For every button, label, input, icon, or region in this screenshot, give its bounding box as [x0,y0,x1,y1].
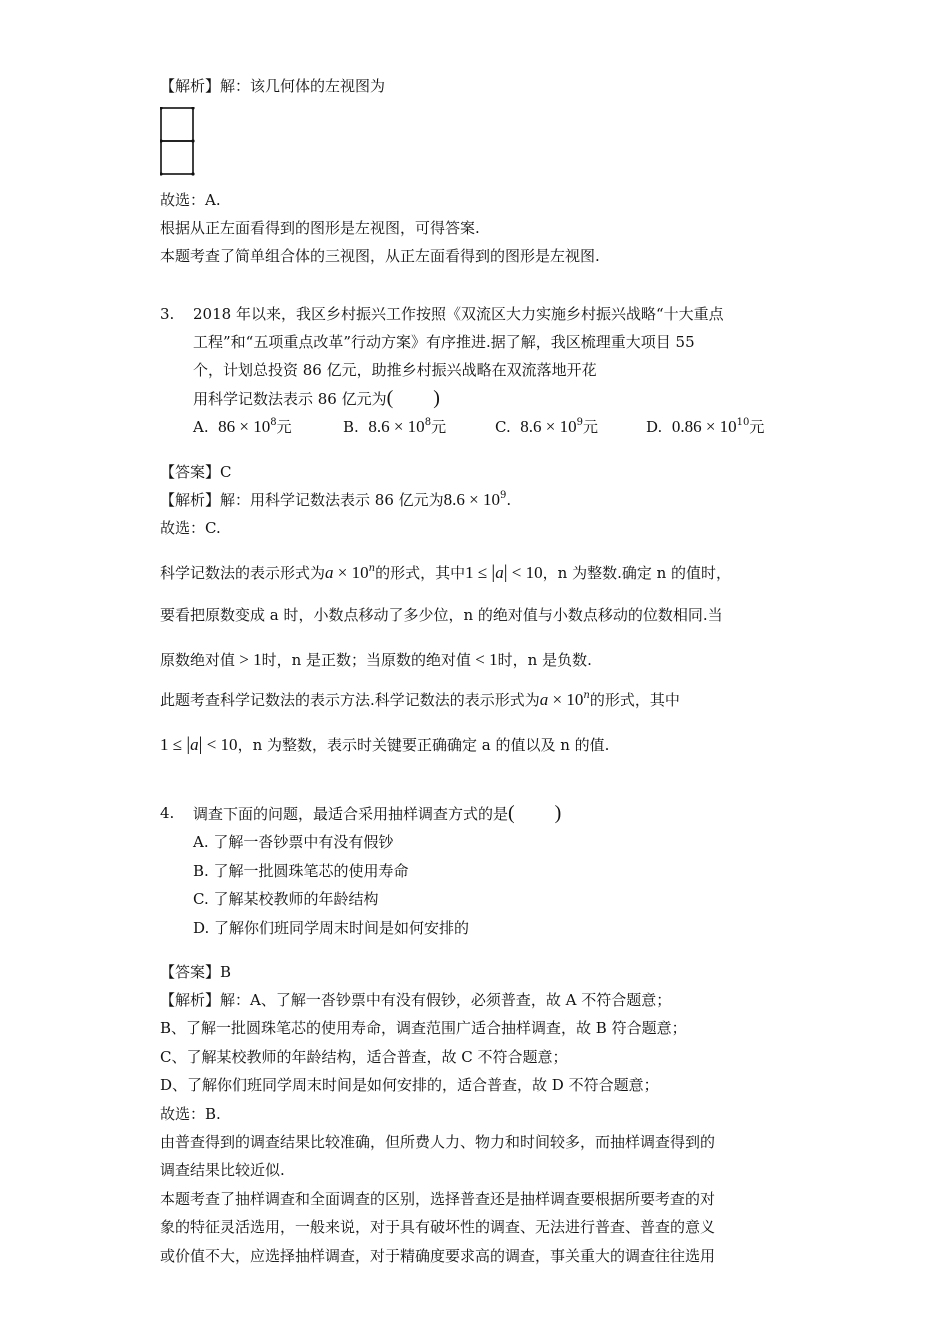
q4-stem: 调查下面的问题，最适合采用抽样调查方式的是( ) [193,802,562,824]
q3-stem-line-4 [193,388,440,409]
left-view-figure [160,107,196,177]
q3-stem-line-2: 工程”和“五项重点改革”行动方案》有序推进.据了解，我区梳理重大项目 55 [193,333,695,351]
q3-stem-line-3: 个，计划总投资 86 亿元，助推乡村振兴战略在双流落地开花 [193,361,597,379]
q3-answer: 【答案】C [160,463,232,481]
q2-choice: 故选：A. [160,191,221,209]
q4-option-d: D. 了解你们班同学周末时间是如何安排的 [193,919,470,937]
q3-number: 3. [160,305,175,323]
q3-stem-line-1: 2018 年以来，我区乡村振兴工作按照《双流区大力实施乡村振兴战略“十大重点 [193,305,724,323]
q4-paren: ( ) [508,802,562,824]
q3-option-b: B. $8.6 \times 10^8$元 [343,417,447,436]
q3-option-d: D. $0.86 \times 10^{10}$元 [646,417,765,436]
q4-number: 4. [160,804,175,822]
q3-explain-line-1: 科学记数法的表示形式为$a \times 10^n$的形式，其中1 ≤ |a| < 10，n 为整数.确定 n 的值时， [160,562,732,583]
q2-analysis-intro: 【解析】解：该几何体的左视图为 [160,77,386,95]
q3-explain-line-5: 1 ≤ |a| < 10，n 为整数，表示时关键要正确确定 a 的值以及 n 的值. [160,734,610,755]
q4-analysis-line-5: 故选：B. [160,1105,221,1123]
q4-analysis-line-8: 本题考查了抽样调查和全面调查的区别，选择普查还是抽样调查要根据所要考查的对 [160,1190,716,1208]
q2-reason: 根据从正左面看得到的图形是左视图，可得答案. [160,219,480,237]
q3-paren: ( ) [386,387,440,409]
q3-explain-line-4: 此题考查科学记数法的表示方法.科学记数法的表示形式为$a \times 10^n$的形式，其中 [160,690,680,709]
q4-option-b: B. 了解一批圆珠笔芯的使用寿命 [193,862,409,880]
q4-answer: 【答案】B [160,963,232,981]
figure-bottom-square [161,141,193,174]
q3-choice: 故选：C. [160,519,221,537]
q4-analysis-line-2: B、了解一批圆珠笔芯的使用寿命，调查范围广适合抽样调查，故 B 符合题意； [160,1019,687,1037]
q4-analysis-line-6: 由普查得到的调查结果比较准确，但所费人力、物力和时间较多，而抽样调查得到的 [160,1133,716,1151]
q3-explain-line-3: 原数绝对值 > 1时，n 是正数；当原数的绝对值 < 1时，n 是负数. [160,650,592,669]
q3-option-c: C. $8.6 \times 10^9$元 [495,417,598,436]
q3-analysis: 【解析】解：用科学记数法表示 86 亿元为$8.6 \times 10^9$. [160,490,512,509]
figure-top-square [161,108,193,141]
q4-analysis-line-1: 【解析】解：A、了解一沓钞票中有没有假钞，必须普查，故 A 不符合题意； [160,991,672,1009]
q3-option-a: A. $86 \times 10^8$元 [193,417,292,436]
q4-analysis-line-10: 或价值不大，应选择抽样调查，对于精确度要求高的调查，事关重大的调查往往选用 [160,1247,716,1265]
q2-summary: 本题考查了简单组合体的三视图，从正左面看得到的图形是左视图. [160,247,600,265]
q4-analysis-line-7: 调查结果比较近似. [160,1161,285,1179]
q4-analysis-line-4: D、了解你们班同学周末时间是如何安排的，适合普查，故 D 不符合题意； [160,1076,659,1094]
q4-analysis-line-9: 象的特征灵活选用，一般来说，对于具有破坏性的调查、无法进行普查、普查的意义 [160,1218,716,1236]
q3-explain-line-2: 要看把原数变成 a 时，小数点移动了多少位，n 的绝对值与小数点移动的位数相同.当 [160,606,723,624]
q3-stem-text: 用科学记数法表示 86 亿元为 [193,390,387,408]
q4-option-c: C. 了解某校教师的年龄结构 [193,890,379,908]
q4-option-a: A. 了解一沓钞票中有没有假钞 [193,833,394,851]
q4-analysis-line-3: C、了解某校教师的年龄结构，适合普查，故 C 不符合题意； [160,1048,568,1066]
